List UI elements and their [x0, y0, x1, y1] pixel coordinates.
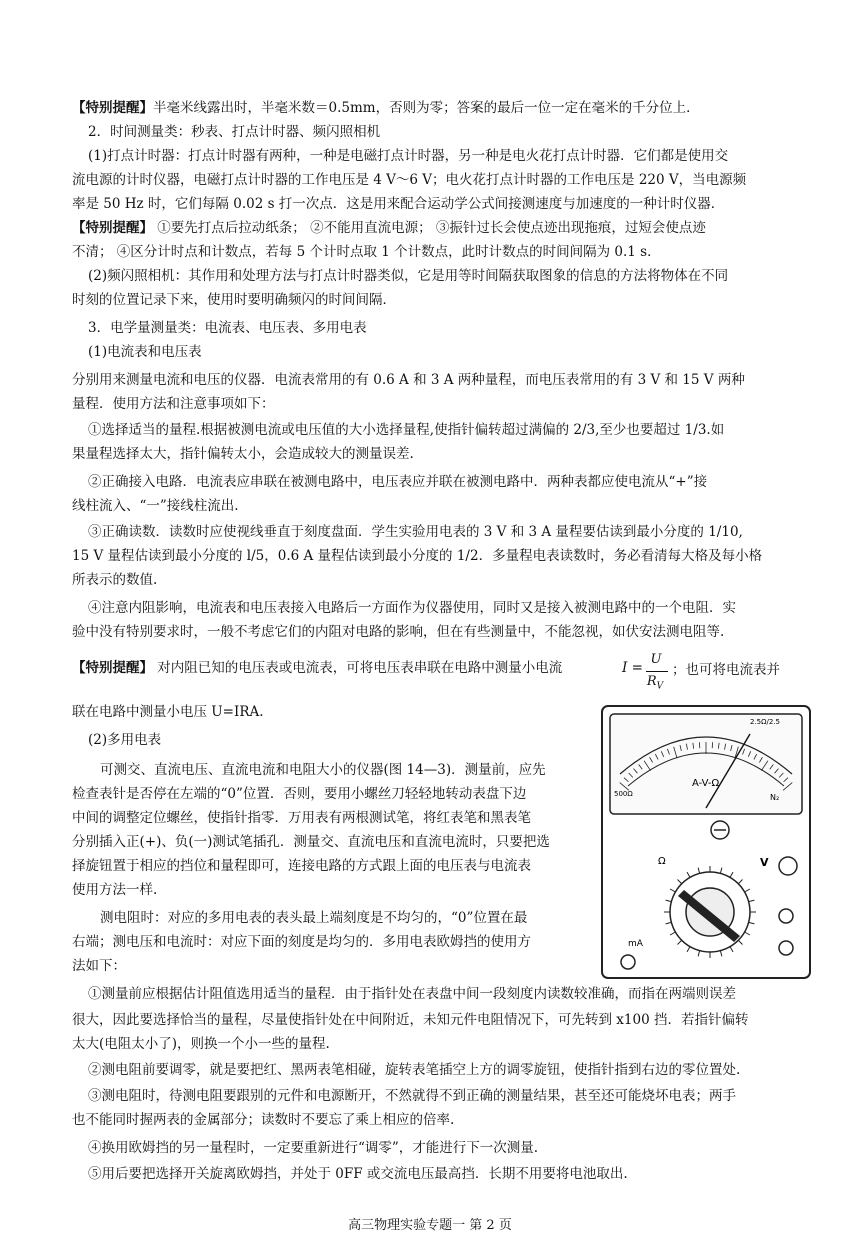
- text-line: [100, 910, 527, 926]
- line-text: 对内阻已知的电压表或电流表，可将电压表串联在电路中测量小电流: [153, 660, 563, 676]
- text-line: [72, 196, 724, 212]
- line-text: ③测电阻时，待测电阻要跟别的元件和电源断开，不然就得不到正确的测量结果，甚至还可能烧坏电表；两手: [88, 1088, 736, 1104]
- formula-tail: ；也可将电流表并: [672, 662, 780, 678]
- line-text: (2)多用电表: [88, 732, 162, 748]
- line-text: 所表示的数值.: [72, 572, 158, 588]
- line-text: 时刻的位置记录下来，使用时要明确频闪的时间间隔．: [72, 292, 396, 308]
- line-text: ①要先打点后拉动纸条； ②不能用直流电源； ③振针过长会使点迹出现拖痕，过短会使点迹: [153, 220, 706, 236]
- line-text: 流电源的计时仪器，电磁打点计时器的工作电压是 4 V～6 V；电火花打点计时器的工作电压是 220 V，当电源频: [72, 172, 747, 188]
- jack-ma: [779, 941, 793, 955]
- formula-numerator: U: [650, 652, 662, 667]
- text-line: [88, 344, 202, 360]
- text-line: [88, 732, 161, 748]
- line-text: (2)频闪照相机：其作用和处理方法与打点计时器类似，它是用等时间隔获取图象的信息的方法将物体在不同: [88, 268, 729, 284]
- line-text: 验中没有特别要求时，一般不考虑它们的内阻对电路的影响，但在有些测量中，不能忽视，如伏安法测电阻等.: [72, 624, 725, 640]
- line-text: ②正确接入电路．电流表应串联在被测电路中，电压表应并联在被测电路中．两种表都应使电流从“+”接: [88, 474, 708, 490]
- line-text: 果量程选择太大，指针偏转太小，会造成较大的测量误差.: [72, 446, 414, 462]
- text-line: [72, 172, 746, 188]
- line-text: 率是 50 Hz 时，它们每隔 0.02 s 打一次点．这是用来配合运动学公式间接测速度与加速度的一种计时仪器．: [72, 196, 725, 212]
- reminder-tag: 【特别提醒】: [72, 100, 153, 116]
- line-text: 也不能同时握两表的金属部分；读数时不要忘了乘上相应的倍率.: [72, 1112, 455, 1128]
- line-text: 使用方法一样.: [72, 882, 158, 898]
- text-line: [88, 986, 736, 1002]
- line-text: 法如下：: [72, 958, 126, 974]
- text-line: [72, 498, 239, 514]
- line-text: 可测交、直流电压、直流电流和电阻大小的仪器(图 14—3)．测量前，应先: [100, 762, 546, 778]
- text-line: [72, 834, 550, 850]
- text-line: [88, 474, 707, 490]
- line-text: 很大，因此要选择恰当的量程，尽量使指针处在中间附近，未知元件电阻情况下，可先转到 x100 挡．若指针偏转: [72, 1012, 749, 1028]
- ohm-label: Ω: [658, 856, 666, 867]
- text-line: [88, 1062, 740, 1078]
- text-line: [88, 1088, 736, 1104]
- text-line: [72, 958, 126, 974]
- formula-denominator: $R_V$: [646, 674, 664, 692]
- jack-plus: [779, 909, 793, 923]
- reminder-tag: 【特别提醒】: [72, 660, 153, 676]
- line-text: 半毫米线露出时，半毫米数＝0.5mm，否则为零；答案的最后一位一定在毫米的千分位上．: [153, 100, 700, 116]
- text-line: [72, 220, 706, 236]
- line-text: ②测电阻前要调零，就是要把红、黑两表笔相碰，旋转表笔插空上方的调零旋钮，使指针指到右边的零位置处.: [88, 1062, 741, 1078]
- multimeter-figure: [600, 704, 812, 980]
- line-text: 右端；测电压和电流时：对应下面的刻度是均匀的．多用电表欧姆挡的使用方: [72, 934, 531, 950]
- line-text: 联在电路中测量小电压 U=IRA.: [72, 704, 264, 720]
- page-footer: 高三物理实验专题一 第 2 页: [348, 1218, 512, 1233]
- text-line: [72, 446, 414, 462]
- line-text: 测电阻时：对应的多用电表的表头最上端刻度是不均匀的，“0”位置在最: [100, 910, 528, 926]
- line-text: 15 V 量程估读到最小分度的 l/5，0.6 A 量程估读到最小分度的 1/2．多量程电表读数时，务必看清每大格及每小格: [72, 548, 763, 564]
- text-line: [72, 1012, 748, 1028]
- text-line: [72, 372, 745, 388]
- text-line: [100, 762, 546, 778]
- text-line: [88, 422, 724, 438]
- left-label: 500Ω: [614, 790, 633, 798]
- text-line: [72, 704, 264, 720]
- text-line: [88, 1140, 538, 1156]
- reminder-tag: 【特别提醒】: [72, 220, 153, 236]
- line-text: 3．电学量测量类：电流表、电压表、多用电表: [88, 320, 367, 336]
- ma-label: mA: [628, 939, 643, 949]
- v-label: V: [760, 856, 769, 869]
- text-line: [88, 124, 380, 140]
- line-text: 分别插入正(+)、负(一)测试笔插孔．测量交、直流电压和直流电流时，只要把选: [72, 834, 550, 850]
- line-text: 择旋钮置于相应的挡位和量程即可，连接电路的方式跟上面的电压表与电流表: [72, 858, 531, 874]
- text-line: [72, 858, 531, 874]
- text-line: [72, 100, 700, 116]
- text-line: [72, 572, 157, 588]
- top-right-label: 2.5Ω/2.5: [750, 718, 780, 726]
- na-label: N₂: [770, 793, 780, 802]
- line-text: ①测量前应根据估计阻值选用适当的量程．由于指针处在表盘中间一段刻度内读数较准确，而指在两端则误差: [88, 986, 736, 1002]
- text-line: [88, 268, 728, 284]
- text-line: [72, 548, 762, 564]
- text-line: [72, 882, 157, 898]
- text-line: [72, 624, 724, 640]
- text-line: [72, 292, 396, 308]
- line-text: 分别用来测量电流和电压的仪器．电流表常用的有 0.6 A 和 3 A 两种量程，而电压表常用的有 3 V 和 15 V 两种: [72, 372, 745, 388]
- text-line: [88, 600, 736, 616]
- line-text: ④注意内阻影响，电流表和电压表接入电路后一方面作为仪器使用，同时又是接入被测电路中的一个电阻．实: [88, 600, 736, 616]
- line-text: 太大(电阻太小了)，则换一个小一些的量程.: [72, 1036, 330, 1052]
- line-text: ①选择适当的量程.根据被测电流或电压值的大小选择量程,使指针偏转超过满偏的 2/3,至少也要超过 1/3.如: [88, 422, 725, 438]
- fraction-bar: [646, 671, 668, 672]
- line-text: (1)打点计时器：打点计时器有两种，一种是电磁打点计时器，另一种是电火花打点计时器．它们都是使用交: [88, 148, 729, 164]
- line-text: 中间的调整定位螺丝，使指针指零．万用表有两根测试笔，将红表笔和黑表笔: [72, 810, 531, 826]
- line-text: ④换用欧姆挡的另一量程时，一定要重新进行“调零”，才能进行下一次测量.: [88, 1140, 539, 1156]
- line-text: (1)电流表和电压表: [88, 344, 202, 360]
- line-text: 不清； ④区分计时点和计数点，若每 5 个计时点取 1 个计数点，此时计数点的时间间隔为 0.1 s．: [72, 244, 661, 260]
- text-line: [72, 934, 531, 950]
- text-line: [88, 320, 367, 336]
- text-line: [88, 524, 743, 540]
- line-text: ③正确读数．读数时应使视线垂直于刻度盘面．学生实验用电表的 3 V 和 3 A 量程要估读到最小分度的 1/10,: [88, 524, 743, 540]
- text-line: [72, 786, 526, 802]
- text-line: [72, 1112, 454, 1128]
- line-text: 检查表针是否停在左端的“0”位置．否则，要用小螺丝刀轻轻地转动表盘下边: [72, 786, 527, 802]
- line-text: 2．时间测量类：秒表、打点计时器、频闪照相机: [88, 124, 381, 140]
- line-text: 线柱流入、“一”接线柱流出.: [72, 498, 239, 514]
- text-line: [72, 244, 661, 260]
- formula-lhs: I =: [622, 660, 643, 676]
- text-line: [72, 810, 531, 826]
- text-line: [88, 148, 728, 164]
- text-line: [72, 1036, 330, 1052]
- line-text: 量程．使用方法和注意事项如下：: [72, 396, 275, 412]
- text-line: [72, 660, 562, 676]
- ohm-adjust-knob: [779, 857, 797, 875]
- text-line: [72, 396, 275, 412]
- dial-label: A-V-Ω: [692, 778, 720, 789]
- text-line: [88, 1166, 628, 1182]
- jack-minus: [621, 955, 635, 969]
- line-text: ⑤用后要把选择开关旋离欧姆挡，并处于 0FF 或交流电压最高挡．长期不用要将电池取出.: [88, 1166, 628, 1182]
